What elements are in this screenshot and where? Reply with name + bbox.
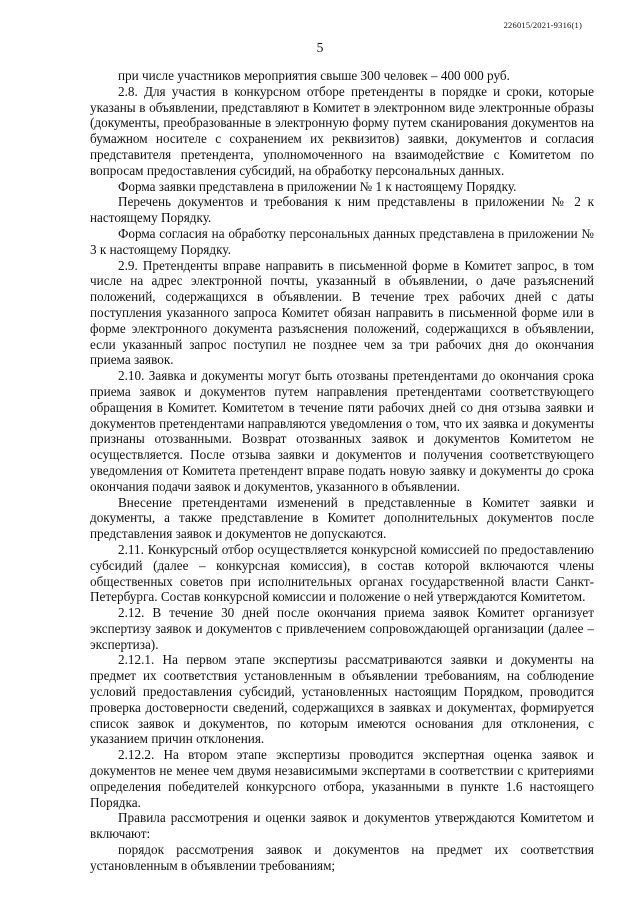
paragraph: при числе участников мероприятия свыше 300 человек – 400 000 руб. <box>118 68 510 83</box>
paragraph: 2.8. Для участия в конкурсном отборе претенденты в порядке и сроки, которые указаны в объявлении, представляют в Комитет в электронном виде электронные образы (документы, преобразованные в электронную форму путем сканирования документов на бумажном носителе с сохранением их реквизитов) заявки, документов и согласия представителя претендента, уполномоченного на взаимодействие с Комитетом по вопросам предоставления субсидий, на обработку персональных данных. <box>90 83 594 178</box>
paragraph: 2.11. Конкурсный отбор осуществляется конкурсной комиссией по предоставлению субсидий (далее – конкурсная комиссия), в состав которой включаются члены общественных советов при исполнительных органах государственной власти Санкт-Петербурга. Состав конкурсной комиссии и положение о ней утверждаются Комитетом. <box>90 541 594 605</box>
paragraph: Перечень документов и требования к ним представлены в приложении № 2 к настоящему Порядку. <box>90 194 594 226</box>
page-number: 5 <box>316 40 324 55</box>
paragraph: 2.12.2. На втором этапе экспертизы проводится экспертная оценка заявок и документов не менее чем двумя независимыми экспертами в соответствии с критериями определения победителей конкурсного отбора, указанными в пункте 1.6 настоящего Порядка. <box>90 747 594 810</box>
paragraph: Форма согласия на обработку персональных данных представлена в приложении № 3 к настоящему Порядку. <box>90 225 594 257</box>
paragraph: Внесение претендентами изменений в представленные в Комитет заявки и документы, а также представление в Комитет дополнительных документов после представления заявок и документов не допускаются. <box>90 494 594 542</box>
document-body <box>90 68 594 874</box>
document-id: 226015/2021-9316(1) <box>503 20 582 30</box>
paragraph: 2.12.1. На первом этапе экспертизы рассматриваются заявки и документы на предмет их соответствия установленным в объявлении требованиям, на соблюдение условий предоставления субсидий, установленных настоящим Порядком, проводится проверка достоверности сведений, содержащихся в заявках и документах, формируется список заявок и документов, по которым имеются основания для отклонения, с указанием причин отклонения. <box>90 652 594 747</box>
paragraph: 2.9. Претенденты вправе направить в письменной форме в Комитет запрос, в том числе на адрес электронной почты, указанный в объявлении, о даче разъяснений положений, содержащихся в объявлении. В течение трех рабочих дней с даты поступления указанного запроса Комитет обязан направить в письменной форме или в форме электронного документа разъяснения положений, содержащихся в объявлении, если указанный запрос поступил не позднее чем за три рабочих дня до окончания приема заявок. <box>90 257 594 368</box>
paragraph: 2.10. Заявка и документы могут быть отозваны претендентами до окончания срока приема заявок и документов путем направления претендентами соответствующего обращения в Комитет. Комитетом в течение пяти рабочих дней со дня отзыва заявки и документов претендентами направляются уведомления о том, что их заявка и документы признаны отозванными. Возврат отозванных заявок и документов Комитетом не осуществляется. После отзыва заявки и документов и получения соответствующего уведомления от Комитета претендент вправе подать новую заявку и документы до срока окончания подачи заявок и документов, указанного в объявлении. <box>90 368 594 494</box>
paragraph: порядок рассмотрения заявок и документов на предмет их соответствия установленным в объявлении требованиям; <box>90 842 594 873</box>
paragraph: 2.12. В течение 30 дней после окончания приема заявок Комитет организует экспертизу заявок и документов с привлечением сопровождающей организации (далее – экспертиза). <box>90 605 594 652</box>
paragraph: Правила рассмотрения и оценки заявок и документов утверждаются Комитетом и включают: <box>90 810 594 842</box>
paragraph: Форма заявки представлена в приложении № 1 к настоящему Порядку. <box>118 178 517 194</box>
